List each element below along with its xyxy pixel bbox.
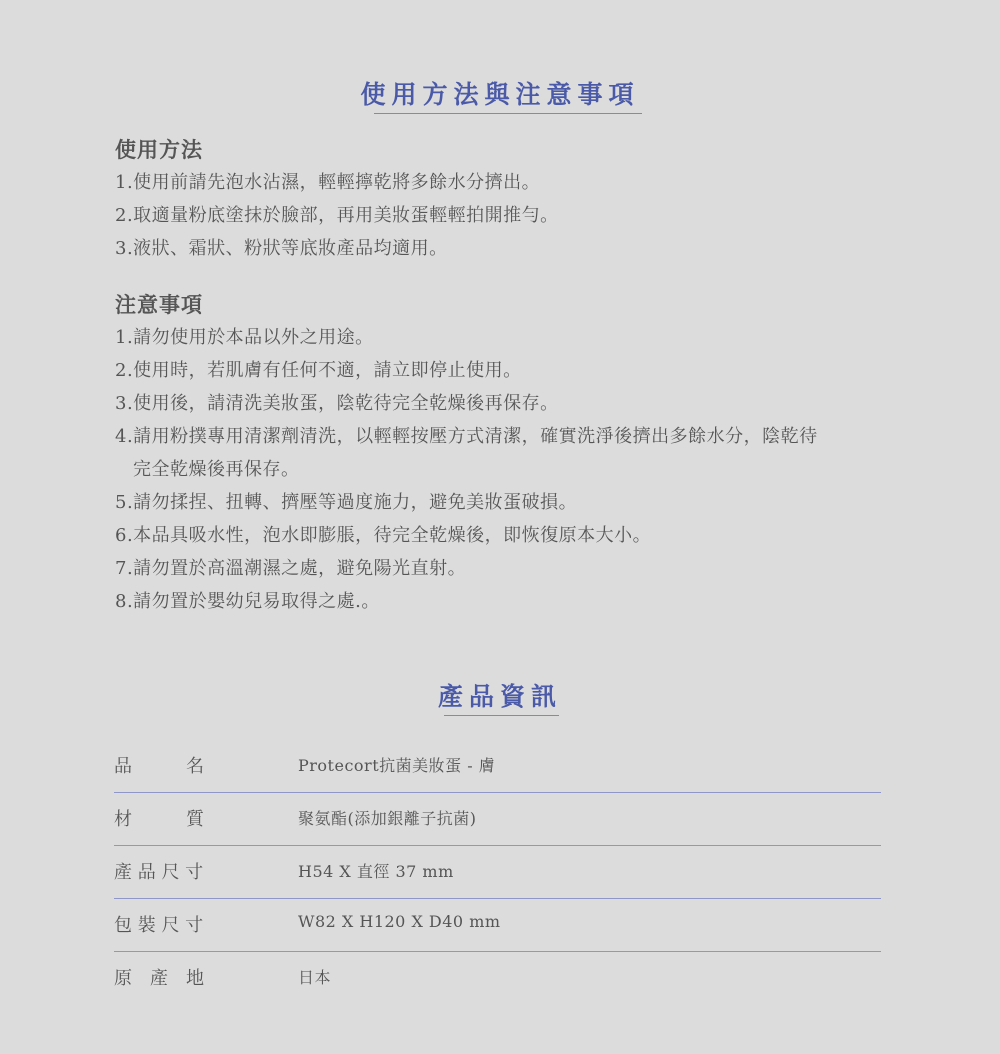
- cautions-heading: 注意事項: [115, 292, 203, 317]
- usage-section-title: 使用方法與注意事項: [360, 80, 640, 109]
- spec-row-package-size: [114, 899, 881, 952]
- caution-item: 1.請勿使用於本品以外之用途。: [115, 327, 374, 348]
- spec-value: 日本: [298, 968, 332, 987]
- caution-item: 2.使用時，若肌膚有任何不適，請立即停止使用。: [115, 360, 522, 381]
- spec-label: 品 名: [114, 756, 204, 777]
- caution-item: 3.使用後，請清洗美妝蛋，陰乾待完全乾燥後再保存。: [115, 393, 559, 414]
- usage-heading: 使用方法: [115, 137, 203, 162]
- spec-value: W82 X H120 X D40 mm: [298, 912, 501, 931]
- caution-item: 5.請勿揉捏、扭轉、擠壓等過度施力，避免美妝蛋破損。: [115, 492, 578, 513]
- spec-label: 材 質: [114, 809, 204, 830]
- caution-item: [115, 420, 885, 486]
- spec-row-product-size: [114, 846, 881, 899]
- cautions-list: [115, 321, 885, 618]
- usage-list: [115, 166, 885, 265]
- spec-label: 原 產 地: [114, 968, 204, 989]
- spec-label: 包 裝 尺 寸: [114, 915, 204, 936]
- caution-item: 6.本品具吸水性，泡水即膨脹，待完全乾燥後，即恢復原本大小。: [115, 525, 652, 546]
- product-spec-table: [114, 740, 881, 1004]
- spec-row-origin: [114, 952, 881, 1004]
- caution-item-continuation: 完全乾燥後再保存。: [133, 459, 300, 480]
- spec-row-name: [114, 740, 881, 793]
- spec-value: Protecort抗菌美妝蛋 - 膚: [298, 756, 496, 775]
- product-section-title-underline: [444, 715, 559, 716]
- usage-item: 1.使用前請先泡水沾濕，輕輕擰乾將多餘水分擠出。: [115, 172, 541, 193]
- usage-item: 2.取適量粉底塗抹於臉部，再用美妝蛋輕輕拍開推勻。: [115, 205, 559, 226]
- usage-section-title-underline: [374, 113, 642, 114]
- spec-label: 產 品 尺 寸: [114, 862, 204, 883]
- spec-value: 聚氨酯(添加銀離子抗菌): [298, 809, 477, 828]
- caution-item: 8.請勿置於嬰幼兒易取得之處.。: [115, 591, 380, 612]
- caution-item: 7.請勿置於高溫潮濕之處，避免陽光直射。: [115, 558, 467, 579]
- caution-item-text: 4.請用粉撲專用清潔劑清洗，以輕輕按壓方式清潔，確實洗淨後擠出多餘水分，陰乾待: [115, 426, 818, 447]
- spec-row-material: [114, 793, 881, 846]
- usage-item: 3.液狀、霜狀、粉狀等底妝產品均適用。: [115, 238, 448, 259]
- spec-value: H54 X 直徑 37 mm: [298, 862, 454, 881]
- product-section-title: 產品資訊: [437, 682, 562, 711]
